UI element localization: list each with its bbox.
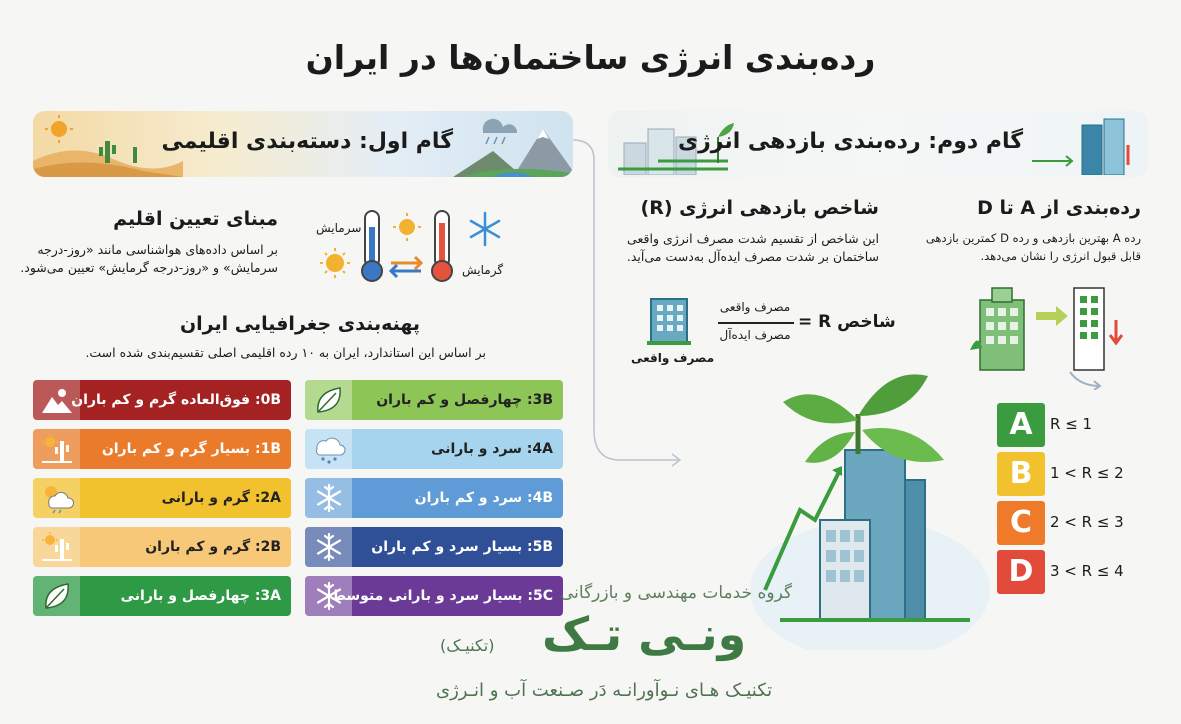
cloud-snow-icon (305, 429, 352, 469)
step1-banner (33, 111, 573, 177)
sun-cactus-icon (33, 527, 80, 567)
formula-denominator: مصرف ایده‌آل (719, 328, 791, 342)
snowflake-icon (471, 213, 499, 245)
zone-label: 5C: بسیار سرد و بارانی متوسط (331, 588, 553, 604)
step2-banner-title: گام دوم: رده‌بندی بازدهی انرژی (677, 129, 1023, 154)
formula-bar (718, 322, 794, 324)
right-zone-3 (305, 527, 563, 567)
sun-icon (320, 248, 350, 278)
left-zone-3 (33, 527, 291, 567)
green-building-illustration (740, 370, 990, 650)
grade-D: D (997, 550, 1045, 594)
zone-label: 3A: چهارفصل و بارانی (120, 588, 281, 604)
zone-label: 1B: بسیار گرم و کم باران (101, 441, 281, 457)
zoning-title: پهنه‌بندی جغرافیایی ایران (179, 313, 421, 335)
right-zone-2 (305, 478, 563, 518)
grade-condition: R ≤ 1 (1050, 415, 1093, 433)
leaf-icon (305, 380, 352, 420)
snowflake-icon (305, 478, 352, 518)
right-zone-4 (305, 576, 563, 616)
zone-label: 2A: گرم و بارانی (161, 490, 281, 506)
index-title: شاخص بازدهی انرژی (R) (640, 197, 879, 219)
right-zone-0 (305, 380, 563, 420)
building-caption: مصرف واقعی (631, 351, 715, 365)
left-zone-4 (33, 576, 291, 616)
snowflake-icon (305, 527, 352, 567)
zoning-text: بر اساس این استاندارد، ایران به ۱۰ رده اقلیمی اصلی تقسیم‌بندی شده است. (85, 345, 486, 360)
grade-C: C (997, 501, 1045, 545)
zone-label: 3B: چهارفصل و کم باران (376, 392, 553, 408)
left-zone-0 (33, 380, 291, 420)
index-text-2: ساختمان بر شدت مصرف ایده‌آل به‌دست می‌آید. (626, 249, 879, 264)
right-zone-1 (305, 429, 563, 469)
sun-cloud-rain-icon (33, 478, 80, 518)
watermark-brand-sub: (تکنیـک) (440, 636, 495, 655)
formula-numerator: مصرف واقعی (719, 300, 791, 314)
grade-condition: 1 < R ≤ 2 (1050, 464, 1124, 482)
climate-basis-text-1: بر اساس داده‌های هواشناسی مانند «روز-درجه (37, 242, 278, 257)
zone-label: 5B: بسیار سرد و کم باران (371, 539, 553, 555)
grading-title: رده‌بندی از A تا D (977, 197, 1141, 219)
watermark-brand: ونـی تـک (542, 607, 747, 661)
page-title: رده‌بندی انرژی ساختمان‌ها در ایران (305, 38, 876, 77)
grade-B: B (997, 452, 1045, 496)
left-zone-1 (33, 429, 291, 469)
heating-label: گرمایش (462, 263, 504, 277)
grading-text-2: قابل قبول انرژی را نشان می‌دهد. (980, 249, 1141, 263)
zone-label: 4A: سرد و بارانی (431, 441, 553, 457)
zone-label: 4B: سرد و کم باران (414, 490, 553, 506)
index-text-1: این شاخص از تقسیم شدت مصرف انرژی واقعی (627, 231, 879, 246)
building-comparison-icon (970, 280, 1140, 390)
rain-mountain-landscape-icon (453, 111, 573, 177)
grade-condition: 2 < R ≤ 3 (1050, 513, 1124, 531)
sun-small-icon (393, 213, 421, 241)
watermark-slogan: تکنیـک هـای نـوآورانـه دَر صـنعت آب و انـرژی (436, 680, 773, 701)
building-icon (647, 293, 695, 345)
leaf-icon (33, 576, 80, 616)
step1-banner-title: گام اول: دسته‌بندی اقلیمی (161, 129, 453, 154)
cooling-label: سرمایش (316, 221, 362, 235)
climate-basis-title: مبنای تعیین اقلیم (113, 208, 278, 230)
grading-text-1: رده A بهترین بازدهی و رده D کمترین بازدهی (925, 231, 1141, 245)
sun-cactus-icon (33, 429, 80, 469)
grade-A: A (997, 403, 1045, 447)
zone-label: 2B: گرم و کم باران (145, 539, 281, 555)
left-zone-2 (33, 478, 291, 518)
formula-lhs: شاخص R = (798, 312, 896, 332)
zone-label: 0B: فوق‌العاده گرم و کم باران (71, 392, 281, 408)
climate-basis-text-2: سرمایش» و «روز-درجه گرمایش» تعیین می‌شود. (20, 260, 278, 275)
step2-banner (608, 111, 1148, 177)
watermark-company: گروه خدمات مهندسی و بازرگانی (560, 583, 793, 603)
buildings-arrow-icon (1030, 115, 1140, 175)
grade-condition: 3 < R ≤ 4 (1050, 562, 1124, 580)
